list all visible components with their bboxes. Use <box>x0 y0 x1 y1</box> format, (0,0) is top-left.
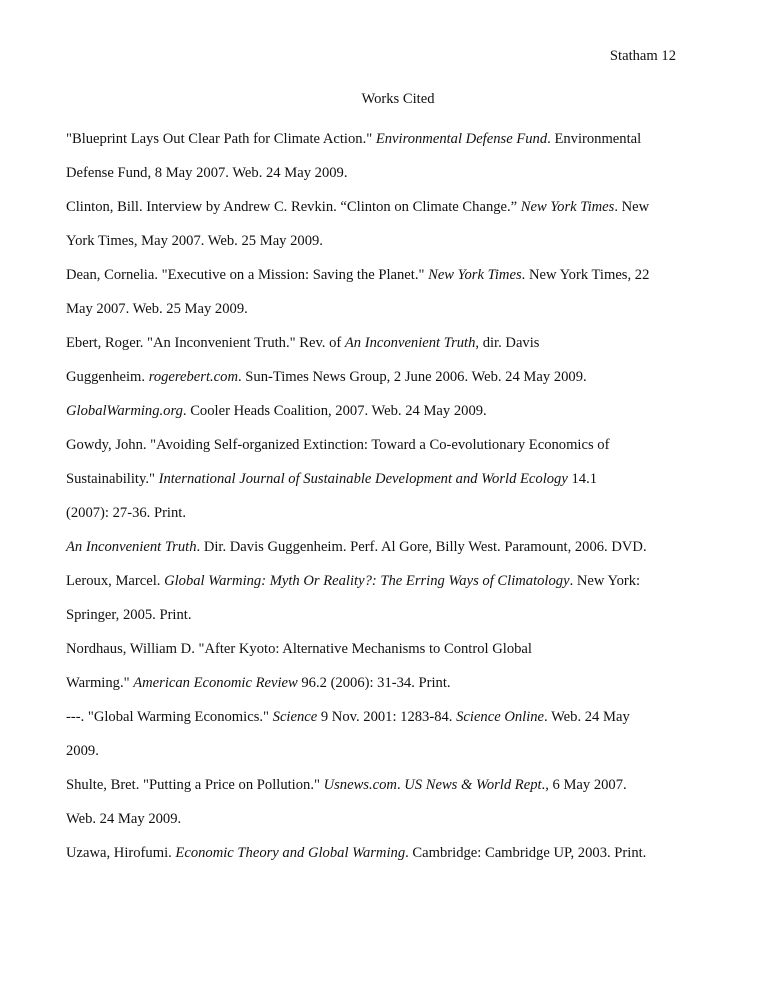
citation-entry <box>66 700 686 768</box>
works-cited-heading: Works Cited <box>361 91 435 107</box>
citation-entry <box>66 530 686 564</box>
citation-line: York Times, May 2007. Web. 25 May 2009. <box>66 233 323 249</box>
citation-entry <box>66 564 686 632</box>
citation-entry <box>66 632 686 700</box>
citation-line: 2009. <box>66 743 99 759</box>
citation-line: Shulte, Bret. "Putting a Price on Pollution." Usnews.com. US News & World Rept., 6 May 2007. <box>66 777 627 793</box>
citation-line: (2007): 27-36. Print. <box>66 505 186 521</box>
running-head: Statham 12 <box>609 48 676 64</box>
citation-line: Dean, Cornelia. "Executive on a Mission: Saving the Planet." New York Times. New York Times, 22 <box>66 267 650 283</box>
citation-line: Ebert, Roger. "An Inconvenient Truth." Rev. of An Inconvenient Truth, dir. Davis <box>66 335 540 351</box>
page-title <box>0 90 768 108</box>
citation-entry <box>66 326 686 394</box>
citation-line: An Inconvenient Truth. Dir. Davis Guggenheim. Perf. Al Gore, Billy West. Paramount, 2006. DVD. <box>66 539 647 555</box>
citation-line: Warming." American Economic Review 96.2 (2006): 31-34. Print. <box>66 675 451 691</box>
works-cited-list <box>66 122 686 870</box>
citation-entry <box>66 190 686 258</box>
citation-line: Sustainability." International Journal of Sustainable Development and World Ecology 14.1 <box>66 471 598 487</box>
citation-line: Guggenheim. rogerebert.com. Sun-Times News Group, 2 June 2006. Web. 24 May 2009. <box>66 369 587 385</box>
citation-line: May 2007. Web. 25 May 2009. <box>66 301 248 317</box>
citation-entry <box>66 768 686 836</box>
citation-line: ---. "Global Warming Economics." Science 9 Nov. 2001: 1283-84. Science Online. Web. 24 May <box>66 709 630 725</box>
citation-line: Springer, 2005. Print. <box>66 607 192 623</box>
citation-line: Nordhaus, William D. "After Kyoto: Alternative Mechanisms to Control Global <box>66 641 532 657</box>
citation-entry <box>66 258 686 326</box>
citation-line: Gowdy, John. "Avoiding Self-organized Extinction: Toward a Co-evolutionary Economics of <box>66 437 610 453</box>
citation-line: Clinton, Bill. Interview by Andrew C. Revkin. “Clinton on Climate Change.” New York Times. New <box>66 199 650 215</box>
citation-entry <box>66 428 686 530</box>
citation-entry <box>66 122 686 190</box>
citation-entry <box>66 836 686 870</box>
citation-line: Uzawa, Hirofumi. Economic Theory and Global Warming. Cambridge: Cambridge UP, 2003. Print. <box>66 845 647 861</box>
citation-line: Leroux, Marcel. Global Warming: Myth Or Reality?: The Erring Ways of Climatology. New York: <box>66 573 641 589</box>
citation-line: Web. 24 May 2009. <box>66 811 182 827</box>
citation-line: Defense Fund, 8 May 2007. Web. 24 May 2009. <box>66 165 348 181</box>
citation-line: GlobalWarming.org. Cooler Heads Coalition, 2007. Web. 24 May 2009. <box>66 403 487 419</box>
citation-entry <box>66 394 686 428</box>
citation-line: "Blueprint Lays Out Clear Path for Climate Action." Environmental Defense Fund. Environmental <box>66 131 642 147</box>
